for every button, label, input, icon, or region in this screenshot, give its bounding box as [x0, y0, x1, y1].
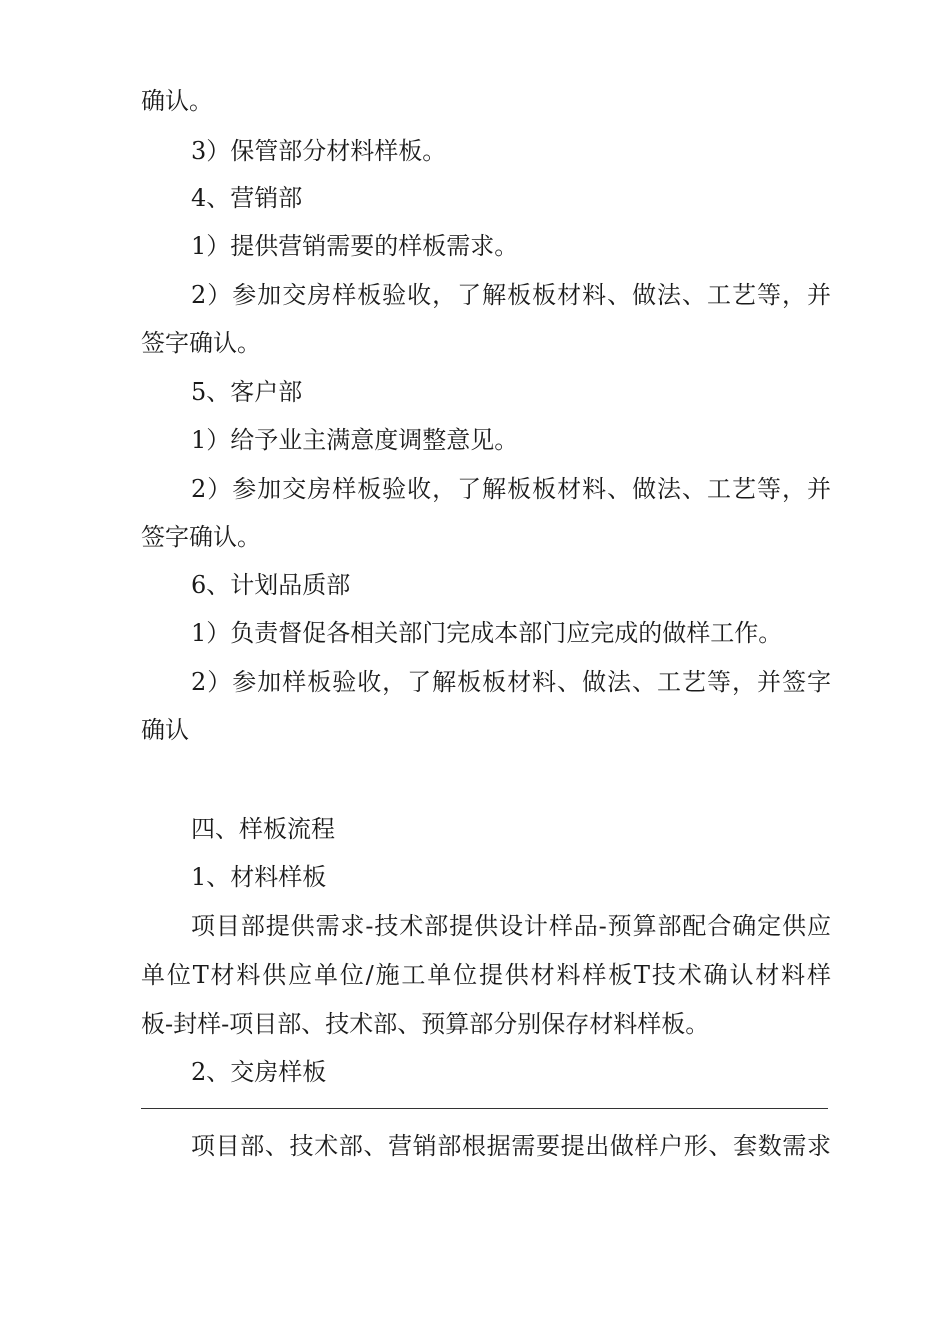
text-line: 2）参加交房样板验收，了解板板材料、做法、工艺等，并 [191, 475, 831, 503]
section-heading: 5、客户部 [191, 378, 303, 406]
section-heading: 4、营销部 [191, 184, 303, 212]
text-line: 1）给予业主满意度调整意见。 [191, 426, 519, 454]
section-heading: 1、材料样板 [191, 863, 327, 891]
text-line: 1）提供营销需要的样板需求。 [191, 232, 519, 260]
text-line: 签字确认。 [141, 523, 261, 551]
text-line: 3）保管部分材料样板。 [191, 137, 447, 165]
text-line: 确认。 [141, 87, 213, 115]
text-line: 确认 [141, 716, 189, 744]
section-heading: 2、交房样板 [191, 1058, 327, 1086]
text-line: 项目部提供需求-技术部提供设计样品-预算部配合确定供应 [191, 912, 831, 940]
text-line: 1）负责督促各相关部门完成本部门应完成的做样工作。 [191, 619, 783, 647]
text-line: 签字确认。 [141, 329, 261, 357]
text-line: 2）参加样板验收，了解板板材料、做法、工艺等，并签字 [191, 668, 831, 696]
horizontal-divider [141, 1108, 828, 1109]
section-heading: 6、计划品质部 [191, 571, 351, 599]
text-line: 板-封样-项目部、技术部、预算部分别保存材料样板。 [141, 1010, 710, 1038]
text-line: 单位T材料供应单位/施工单位提供材料样板T技术确认材料样 [141, 961, 831, 989]
text-line: 2）参加交房样板验收，了解板板材料、做法、工艺等，并 [191, 281, 831, 309]
text-line: 项目部、技术部、营销部根据需要提出做样户形、套数需求 [191, 1132, 831, 1160]
chapter-heading: 四、样板流程 [191, 815, 335, 843]
